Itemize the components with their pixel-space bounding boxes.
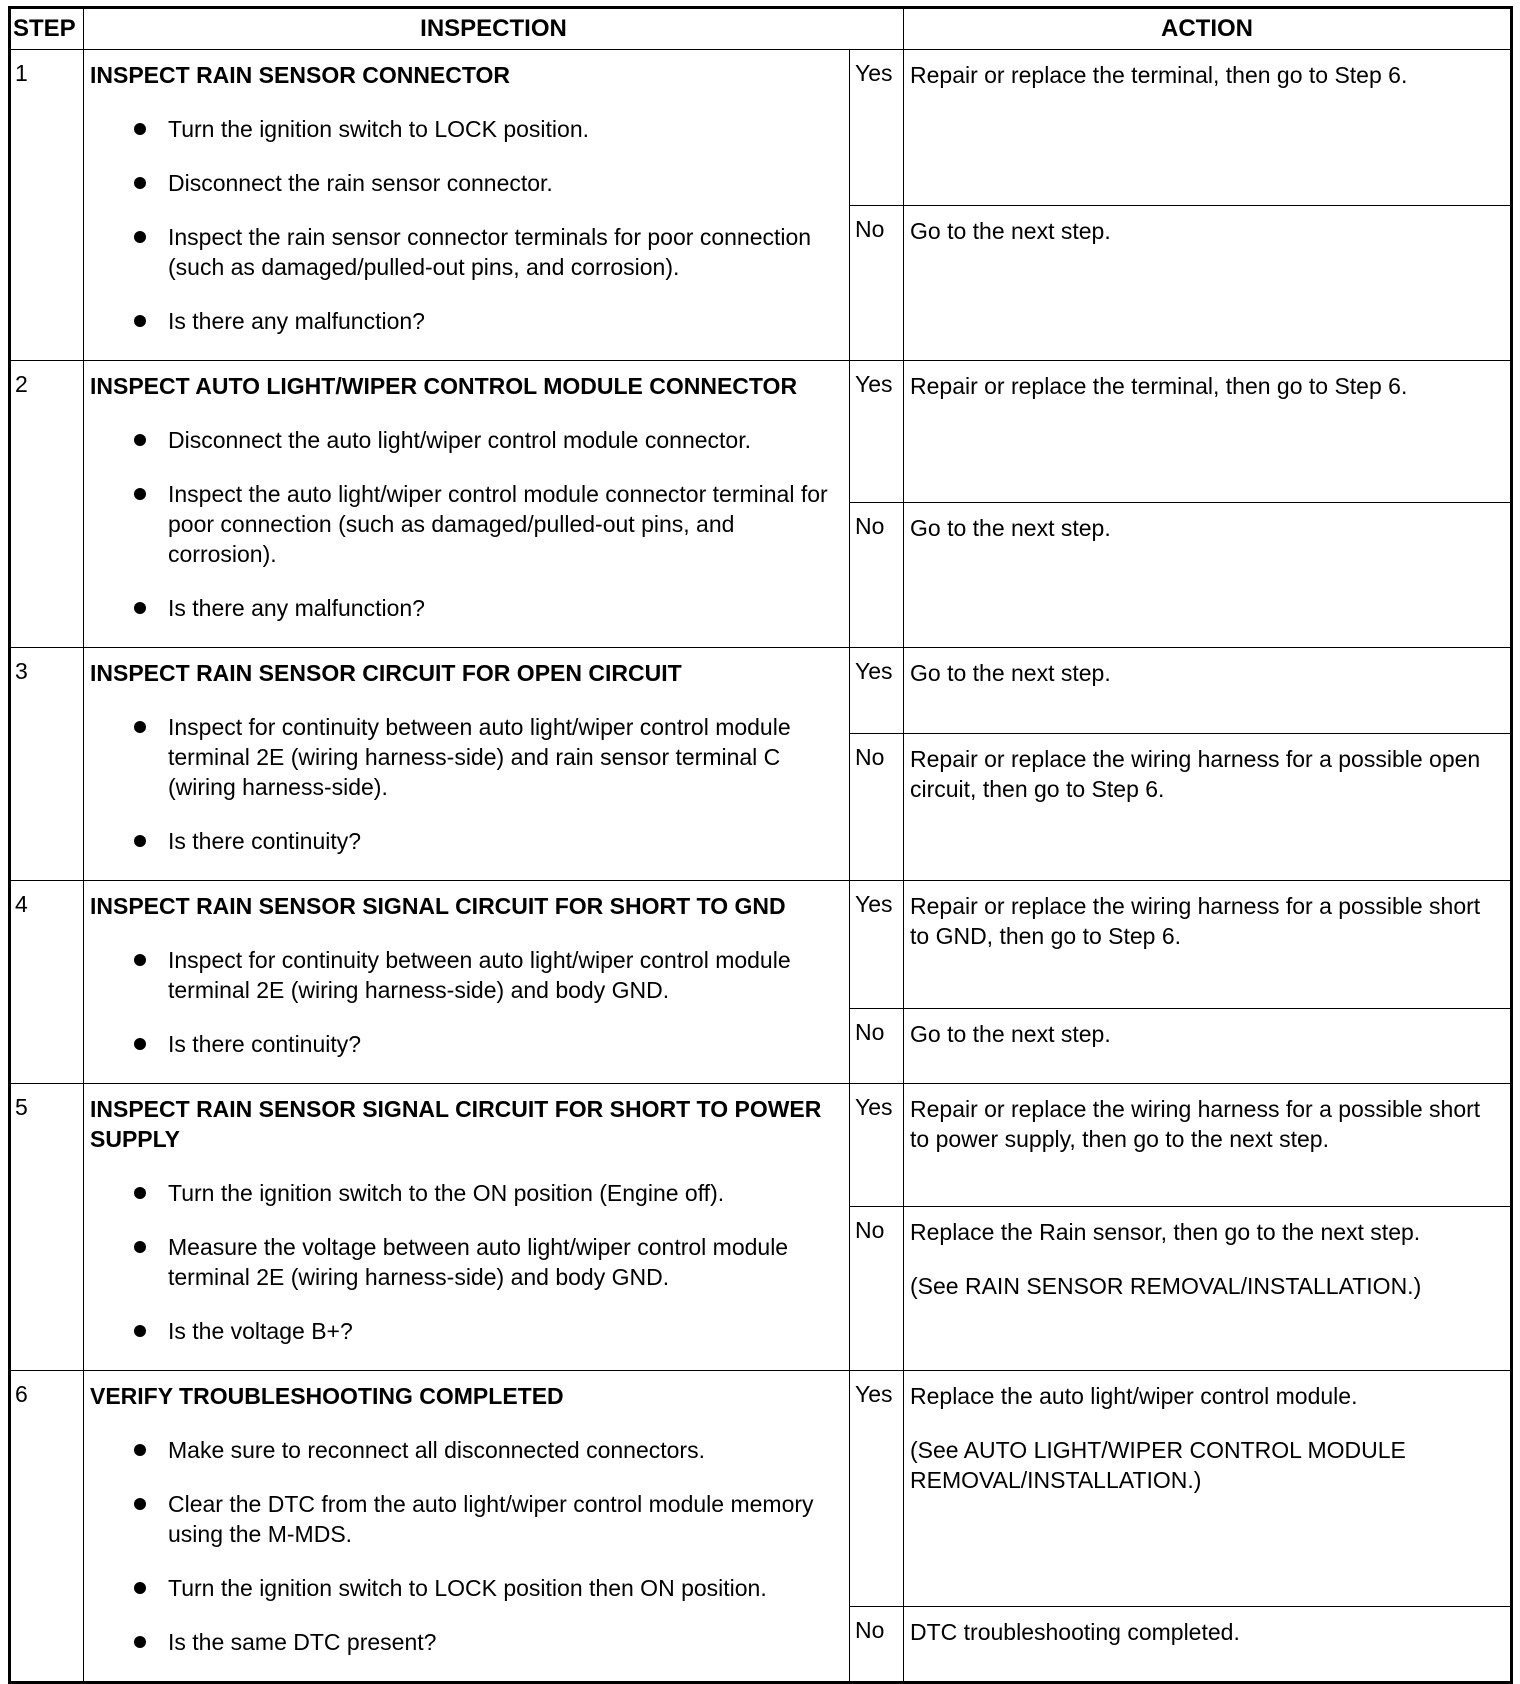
table-row — [10, 1084, 1512, 1207]
yes-action — [904, 1371, 1512, 1607]
no-label: No — [850, 1008, 904, 1083]
bullet-dot-icon — [134, 1444, 146, 1456]
bullet-dot-icon — [134, 231, 146, 243]
header-inspection: INSPECTION — [84, 8, 904, 50]
inspection-bullets — [90, 945, 843, 1059]
inspection-cell — [84, 361, 850, 648]
no-action — [904, 1606, 1512, 1682]
action-text: DTC troubleshooting completed. — [910, 1618, 1240, 1645]
inspection-cell — [84, 1371, 850, 1683]
inspection-cell — [84, 50, 850, 361]
action-text: Repair or replace the wiring harness for a possible short to power supply, then go to the next step. — [910, 1096, 1481, 1152]
bullet-dot-icon — [134, 1636, 146, 1648]
inspection-cell — [84, 1084, 850, 1371]
no-label: No — [850, 1606, 904, 1682]
bullet-item — [90, 1435, 843, 1465]
no-label: No — [850, 733, 904, 880]
inspection-title: INSPECT RAIN SENSOR SIGNAL CIRCUIT FOR SHORT TO POWER SUPPLY — [90, 1096, 822, 1152]
step-number: 6 — [10, 1371, 84, 1683]
inspection-cell — [84, 881, 850, 1084]
bullet-dot-icon — [134, 1187, 146, 1199]
bullet-item — [90, 1573, 843, 1603]
step-number: 1 — [10, 50, 84, 361]
step-number: 4 — [10, 881, 84, 1084]
yes-label: Yes — [850, 881, 904, 1009]
bullet-dot-icon — [134, 1582, 146, 1594]
no-action — [904, 1008, 1512, 1083]
bullet-dot-icon — [134, 488, 146, 500]
step-number: 3 — [10, 648, 84, 881]
bullet-dot-icon — [134, 1241, 146, 1253]
bullet-text: Is there any malfunction? — [168, 595, 425, 621]
header-row — [10, 8, 1512, 50]
bullet-item — [90, 945, 843, 1005]
bullet-text: Measure the voltage between auto light/wiper control module terminal 2E (wiring harness-side) and body GND. — [168, 1234, 789, 1290]
no-action — [904, 1206, 1512, 1370]
inspection-title: INSPECT RAIN SENSOR CIRCUIT FOR OPEN CIRCUIT — [90, 660, 682, 686]
bullet-item — [90, 114, 843, 144]
no-label: No — [850, 503, 904, 648]
table-row — [10, 1371, 1512, 1607]
table-row — [10, 50, 1512, 206]
action-text: (See AUTO LIGHT/WIPER CONTROL MODULE REMOVAL/INSTALLATION.) — [910, 1437, 1406, 1493]
action-text: Go to the next step. — [910, 515, 1111, 542]
inspection-bullets — [90, 712, 843, 856]
bullet-item — [90, 1178, 843, 1208]
action-text: (See RAIN SENSOR REMOVAL/INSTALLATION.) — [910, 1272, 1422, 1299]
inspection-bullets — [90, 1435, 843, 1657]
inspection-bullets — [90, 1178, 843, 1346]
bullet-dot-icon — [134, 1325, 146, 1337]
action-text: Go to the next step. — [910, 660, 1111, 686]
bullet-text: Disconnect the rain sensor connector. — [168, 170, 553, 196]
bullet-dot-icon — [134, 123, 146, 135]
table-row — [10, 648, 1512, 734]
yes-label: Yes — [850, 361, 904, 503]
bullet-text: Inspect for continuity between auto light/wiper control module terminal 2E (wiring harness-side) and rain sensor terminal C (wiring harness-side). — [168, 714, 791, 800]
bullet-item — [90, 1316, 843, 1346]
action-text: Replace the Rain sensor, then go to the next step. — [910, 1218, 1421, 1245]
bullet-dot-icon — [134, 1038, 146, 1050]
yes-action — [904, 361, 1512, 503]
no-label: No — [850, 1206, 904, 1370]
no-action — [904, 733, 1512, 880]
bullet-text: Inspect the auto light/wiper control module connector terminal for poor connection (such as damaged/pulled-out pins, and corrosion). — [168, 481, 828, 567]
bullet-item — [90, 168, 843, 198]
bullet-text: Is the voltage B+? — [168, 1318, 353, 1344]
inspection-bullets — [90, 425, 843, 623]
table-row — [10, 361, 1512, 503]
bullet-text: Inspect the rain sensor connector terminals for poor connection (such as damaged/pulled-out pins, and corrosion). — [168, 224, 812, 280]
bullet-item — [90, 479, 843, 569]
bullet-text: Disconnect the auto light/wiper control module connector. — [168, 427, 751, 453]
bullet-item — [90, 1627, 843, 1657]
header-step: STEP — [10, 8, 84, 50]
bullet-dot-icon — [134, 177, 146, 189]
table-row — [10, 881, 1512, 1009]
bullet-item — [90, 712, 843, 802]
table-body — [10, 50, 1512, 1683]
bullet-text: Clear the DTC from the auto light/wiper control module memory using the M-MDS. — [168, 1491, 814, 1547]
inspection-title: INSPECT AUTO LIGHT/WIPER CONTROL MODULE CONNECTOR — [90, 373, 798, 399]
bullet-item — [90, 425, 843, 455]
bullet-dot-icon — [134, 434, 146, 446]
bullet-dot-icon — [134, 721, 146, 733]
bullet-text: Make sure to reconnect all disconnected connectors. — [168, 1437, 705, 1463]
inspection-title: INSPECT RAIN SENSOR SIGNAL CIRCUIT FOR SHORT TO GND — [90, 893, 786, 919]
bullet-dot-icon — [134, 602, 146, 614]
bullet-text: Turn the ignition switch to the ON position (Engine off). — [168, 1180, 725, 1206]
no-action — [904, 503, 1512, 648]
bullet-item — [90, 222, 843, 282]
bullet-dot-icon — [134, 315, 146, 327]
bullet-text: Turn the ignition switch to LOCK position. — [168, 116, 590, 142]
yes-label: Yes — [850, 1371, 904, 1607]
no-label: No — [850, 205, 904, 361]
yes-label: Yes — [850, 50, 904, 206]
action-text: Repair or replace the terminal, then go to Step 6. — [910, 373, 1408, 399]
bullet-item — [90, 306, 843, 336]
inspection-cell — [84, 648, 850, 881]
header-action: ACTION — [904, 8, 1512, 50]
yes-action — [904, 50, 1512, 206]
step-number: 5 — [10, 1084, 84, 1371]
yes-label: Yes — [850, 648, 904, 734]
bullet-text: Is there any malfunction? — [168, 308, 425, 334]
action-text: Repair or replace the wiring harness for a possible open circuit, then go to Step 6. — [910, 745, 1481, 802]
bullet-dot-icon — [134, 1498, 146, 1510]
bullet-item — [90, 1489, 843, 1549]
yes-action — [904, 881, 1512, 1009]
bullet-text: Is the same DTC present? — [168, 1629, 437, 1655]
bullet-dot-icon — [134, 954, 146, 966]
bullet-dot-icon — [134, 835, 146, 847]
bullet-item — [90, 1029, 843, 1059]
inspection-title: VERIFY TROUBLESHOOTING COMPLETED — [90, 1383, 564, 1409]
step-number: 2 — [10, 361, 84, 648]
bullet-text: Inspect for continuity between auto light/wiper control module terminal 2E (wiring harness-side) and body GND. — [168, 947, 791, 1003]
yes-action — [904, 648, 1512, 734]
bullet-text: Is there continuity? — [168, 1031, 362, 1057]
inspection-title: INSPECT RAIN SENSOR CONNECTOR — [90, 62, 511, 88]
yes-label: Yes — [850, 1084, 904, 1207]
bullet-item — [90, 593, 843, 623]
bullet-item — [90, 826, 843, 856]
yes-action — [904, 1084, 1512, 1207]
no-action — [904, 205, 1512, 361]
action-text: Repair or replace the terminal, then go to Step 6. — [910, 62, 1408, 88]
action-text: Go to the next step. — [910, 1020, 1111, 1047]
action-text: Repair or replace the wiring harness for a possible short to GND, then go to Step 6. — [910, 893, 1481, 949]
bullet-text: Is there continuity? — [168, 828, 362, 854]
action-text: Go to the next step. — [910, 217, 1111, 244]
inspection-bullets — [90, 114, 843, 336]
bullet-item — [90, 1232, 843, 1292]
bullet-text: Turn the ignition switch to LOCK position then ON position. — [168, 1575, 767, 1601]
action-text: Replace the auto light/wiper control module. — [910, 1383, 1358, 1409]
troubleshooting-table — [8, 6, 1513, 1684]
